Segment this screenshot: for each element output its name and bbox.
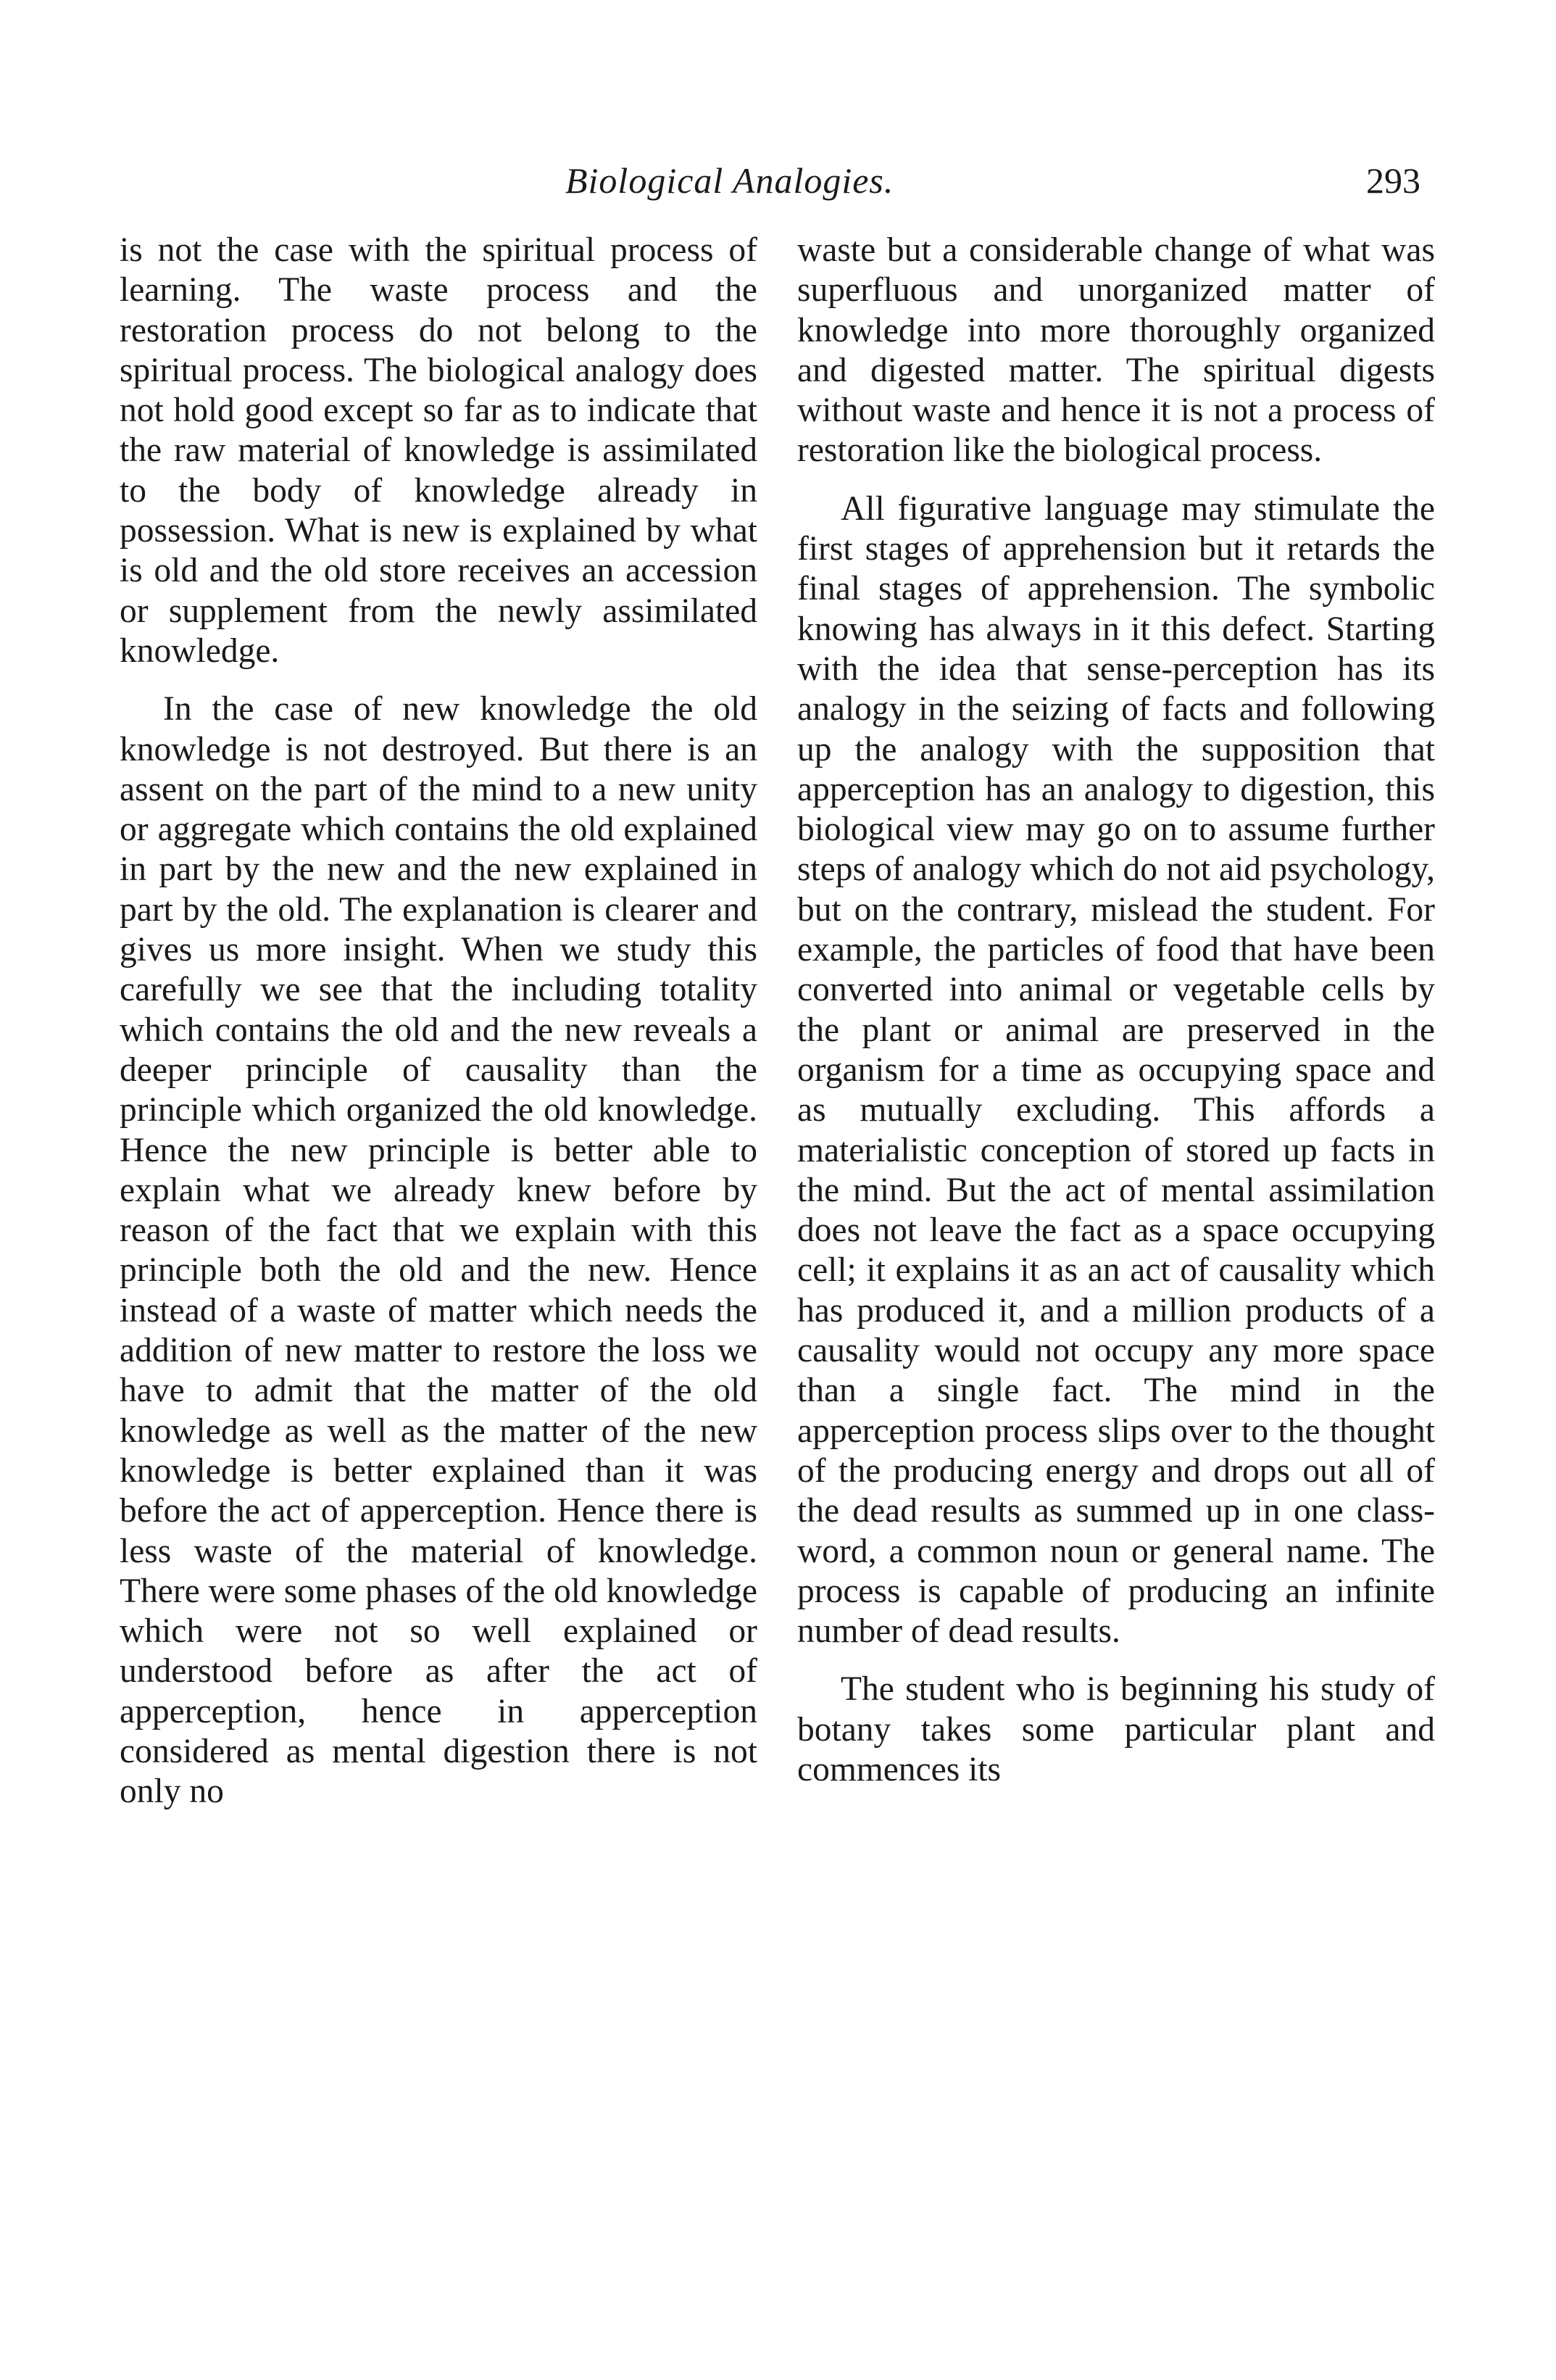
right-paragraph-2: All figurative language may stimulate the first stages of apprehension but it retards the final stages of apprehension. The symbolic knowing has always in it this defect. Starting with the idea that sense-perception has its analogy in the seizing of facts and following up the analogy with the supposition that apperception has an analogy to digestion, this biological view may go on to assume further steps of analogy which do not aid psychology, but on the contrary, mislead the student. For example, the particles of food that have been converted into animal or vegetable cells by the plant or animal are preserved in the organism for a time as occupying space and as mutually excluding. This affords a materialistic conception of stored up facts in the mind. But the act of mental assimilation does not leave the fact as a space occupying cell; it explains it as an act of causality which has produced it, and a million products of a causality would not occupy any more space than a single fact. The mind in the apperception process slips over to the thought of the producing energy and drops out all of the dead results as summed up in one class-word, a common noun or general name. The process is capable of producing an infinite number of dead results. [797,489,1435,1651]
left-paragraph-1: is not the case with the spiritual process of learning. The waste process and the restoration process do not belong to the spiritual process. The biological analogy does not hold good except so far as to indicate that the raw material of knowledge is assimilated to the body of knowledge already in possession. What is new is explained by what is old and the old store receives an accession or supplement from the newly assimilated knowledge. [120,231,757,670]
right-paragraph-1: waste but a considerable change of what was superfluous and unorganized matter of knowledge into more thoroughly organized and digested matter. The spiritual digests without waste and hence it is not a process of restoration like the biological process. [797,231,1435,470]
right-paragraph-3: The student who is beginning his study of botany takes some particular plant and commences its [797,1670,1435,1788]
right-column [797,231,1435,1790]
page-number: 293 [1366,160,1420,201]
left-paragraph-2: In the case of new knowledge the old knowledge is not destroyed. But there is an assent on the part of the mind to a new unity or aggregate which contains the old explained in part by the new and the new explained in part by the old. The explanation is clearer and gives us more insight. When we study this carefully we see that the including totality which contains the old and the new reveals a deeper principle of causality than the principle which organized the old knowledge. Hence the new principle is better able to explain what we already knew before by reason of the fact that we explain with this principle both the old and the new. Hence instead of a waste of matter which needs the addition of new matter to restore the loss we have to admit that the matter of the old knowledge as well as the matter of the new knowledge is better explained than it was before the act of apperception. Hence there is less waste of the material of knowledge. There were some phases of the old knowledge which were not so well explained or understood before as after the act of apperception, hence in apperception considered as mental digestion there is not only no [120,690,757,1811]
running-title: Biological Analogies. [565,160,894,201]
left-column [120,231,757,1812]
running-head [116,159,1420,210]
